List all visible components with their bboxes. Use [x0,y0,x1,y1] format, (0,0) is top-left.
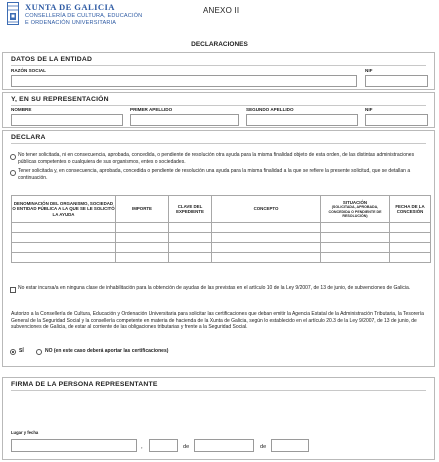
cell-importe[interactable] [116,233,169,243]
month-field[interactable] [194,439,254,452]
de-label-2: de [260,444,267,450]
col-header-fecha: FECHA DE LA CONCESIÓN [390,196,431,223]
inhabilitacion-text: No estar incursa/a en ninguna clase de inhabilitación para la obtención de ayudas de las previstas en el artículo 10 de la Ley 9/2007, de 13 de junio, de subvenciones de Galicia. [18,285,411,291]
lugar-field[interactable] [11,439,137,452]
col-header-situacion [321,196,390,223]
cell-clave[interactable] [169,243,212,253]
no-label: NO (en este caso deberá aportar las certificaciones) [45,348,169,354]
cell-importe[interactable] [116,243,169,253]
entity-section [2,52,435,90]
col-header-clave: CLAVE DEL EXPEDIENTE [169,196,212,223]
no-radio[interactable] [36,349,42,355]
org-name: XUNTA DE GALICIA [25,2,115,12]
cell-concepto[interactable] [212,253,321,263]
situacion-title: SITUACIÓN [342,200,368,206]
dept-line-1: CONSELLERÍA DE CULTURA, EDUCACIÓN [25,13,143,19]
section-divider [11,143,426,144]
de-label-1: de [183,444,190,450]
document-title: DECLARACIONES [191,41,248,48]
table-row [12,253,431,263]
si-radio[interactable] [10,349,16,355]
option-no-solicitada-text: No tener solicitada, ni en consecuencia, aprobada, concedida, o pendiente de resolución otra ayuda para la misma finalidad objeto de esta orden, de las distintas administraciones públicas competentes o cualquiera de sus organismos, entes o sociedades. [18,152,415,165]
day-field[interactable] [149,439,178,452]
lugar-fecha-label: Lugar y fecha [11,430,39,435]
table-header-row [12,196,431,223]
section-divider [11,105,426,106]
option-no-solicitada-radio[interactable] [10,154,16,160]
cell-clave[interactable] [169,233,212,243]
primer-apellido-label: PRIMER APELLIDO [130,107,173,112]
primer-apellido-field[interactable] [130,114,239,126]
option-solicitada-radio[interactable] [10,170,16,176]
cell-importe[interactable] [116,223,169,233]
inhabilitacion-checkbox[interactable] [10,287,16,293]
col-header-importe: IMPORTE [116,196,169,223]
representative-section [2,92,435,128]
segundo-apellido-field[interactable] [246,114,358,126]
col-header-denominacion: DENOMINACIÓN DEL ORGANISMO, SOCIEDAD O ENTIDAD PÚBLICA A LA QUE SE LE SOLICITÓ LA AYUDA [12,196,116,223]
cell-clave[interactable] [169,253,212,263]
nombre-field[interactable] [11,114,123,126]
si-label: SÍ [19,348,24,354]
table-row [12,233,431,243]
annex-title: ANEXO II [203,6,240,15]
cell-situacion[interactable] [321,223,390,233]
xunta-logo [7,2,19,26]
entity-nif-label: NIF [365,68,373,73]
signature-section-title: FIRMA DE LA PERSONA REPRESENTANTE [11,381,158,388]
representative-section-title: Y, EN SU REPRESENTACIÓN [11,96,109,103]
representative-nif-field[interactable] [365,114,428,126]
cell-denominacion[interactable] [12,233,116,243]
cell-fecha[interactable] [390,253,431,263]
section-divider [11,390,426,391]
comma-separator: , [141,444,143,450]
cell-denominacion[interactable] [12,243,116,253]
cell-concepto[interactable] [212,223,321,233]
nombre-label: NOMBRE [11,107,32,112]
razon-social-label: RAZÓN SOCIAL [11,68,46,73]
representative-nif-label: NIF [365,107,373,112]
ayudas-table [11,195,431,263]
col-header-concepto: CONCEPTO [212,196,321,223]
cell-importe[interactable] [116,253,169,263]
cell-fecha[interactable] [390,243,431,253]
cell-fecha[interactable] [390,223,431,233]
razon-social-field[interactable] [11,75,357,87]
year-field[interactable] [271,439,309,452]
table-row [12,243,431,253]
dept-line-2: E ORDENACIÓN UNIVERSITARIA [25,20,117,26]
option-solicitada-text: Tener solicitada y, en consecuencia, aprobada, concedida o pendiente de resolución una ayuda para la misma finalidad a la que se refiere la presente solicitud, que se detallan a continuación. [18,168,411,181]
segundo-apellido-label: SEGUNDO APELLIDO [246,107,294,112]
cell-clave[interactable] [169,223,212,233]
cell-fecha[interactable] [390,233,431,243]
cell-denominacion[interactable] [12,223,116,233]
cell-concepto[interactable] [212,243,321,253]
declara-section-title: DECLARA [11,134,46,141]
section-divider [11,65,426,66]
situacion-subtitle: (SOLICITADA, APROBADA, CONCEDIDA O PENDIENTE DE RESOLUCIÓN) [328,205,382,218]
cell-concepto[interactable] [212,233,321,243]
table-row [12,223,431,233]
entity-section-title: DATOS DE LA ENTIDAD [11,56,93,63]
entity-nif-field[interactable] [365,75,428,87]
signature-section [2,377,435,460]
cell-situacion[interactable] [321,253,390,263]
cell-situacion[interactable] [321,243,390,253]
cell-denominacion[interactable] [12,253,116,263]
cell-situacion[interactable] [321,233,390,243]
declara-section [2,130,435,367]
autorizacion-text: Autorizo a la Consellería de Cultura, Educación y Ordenación Universitaria para solicitar las certificaciones que deban emitir la Agencia Estatal de la Administración Tributaria, la Tesorería General de la Seguridad Social y la consellería competente en materia de hacienda de la Xunta de Galicia, según lo establecido en el artículo 20.3 de la Ley 9/2007, de 13 de junio, de subvenciones de Galicia, de estar al corriente de las obligaciones tributarias y frente a la Seguridad Social. [11,311,424,331]
